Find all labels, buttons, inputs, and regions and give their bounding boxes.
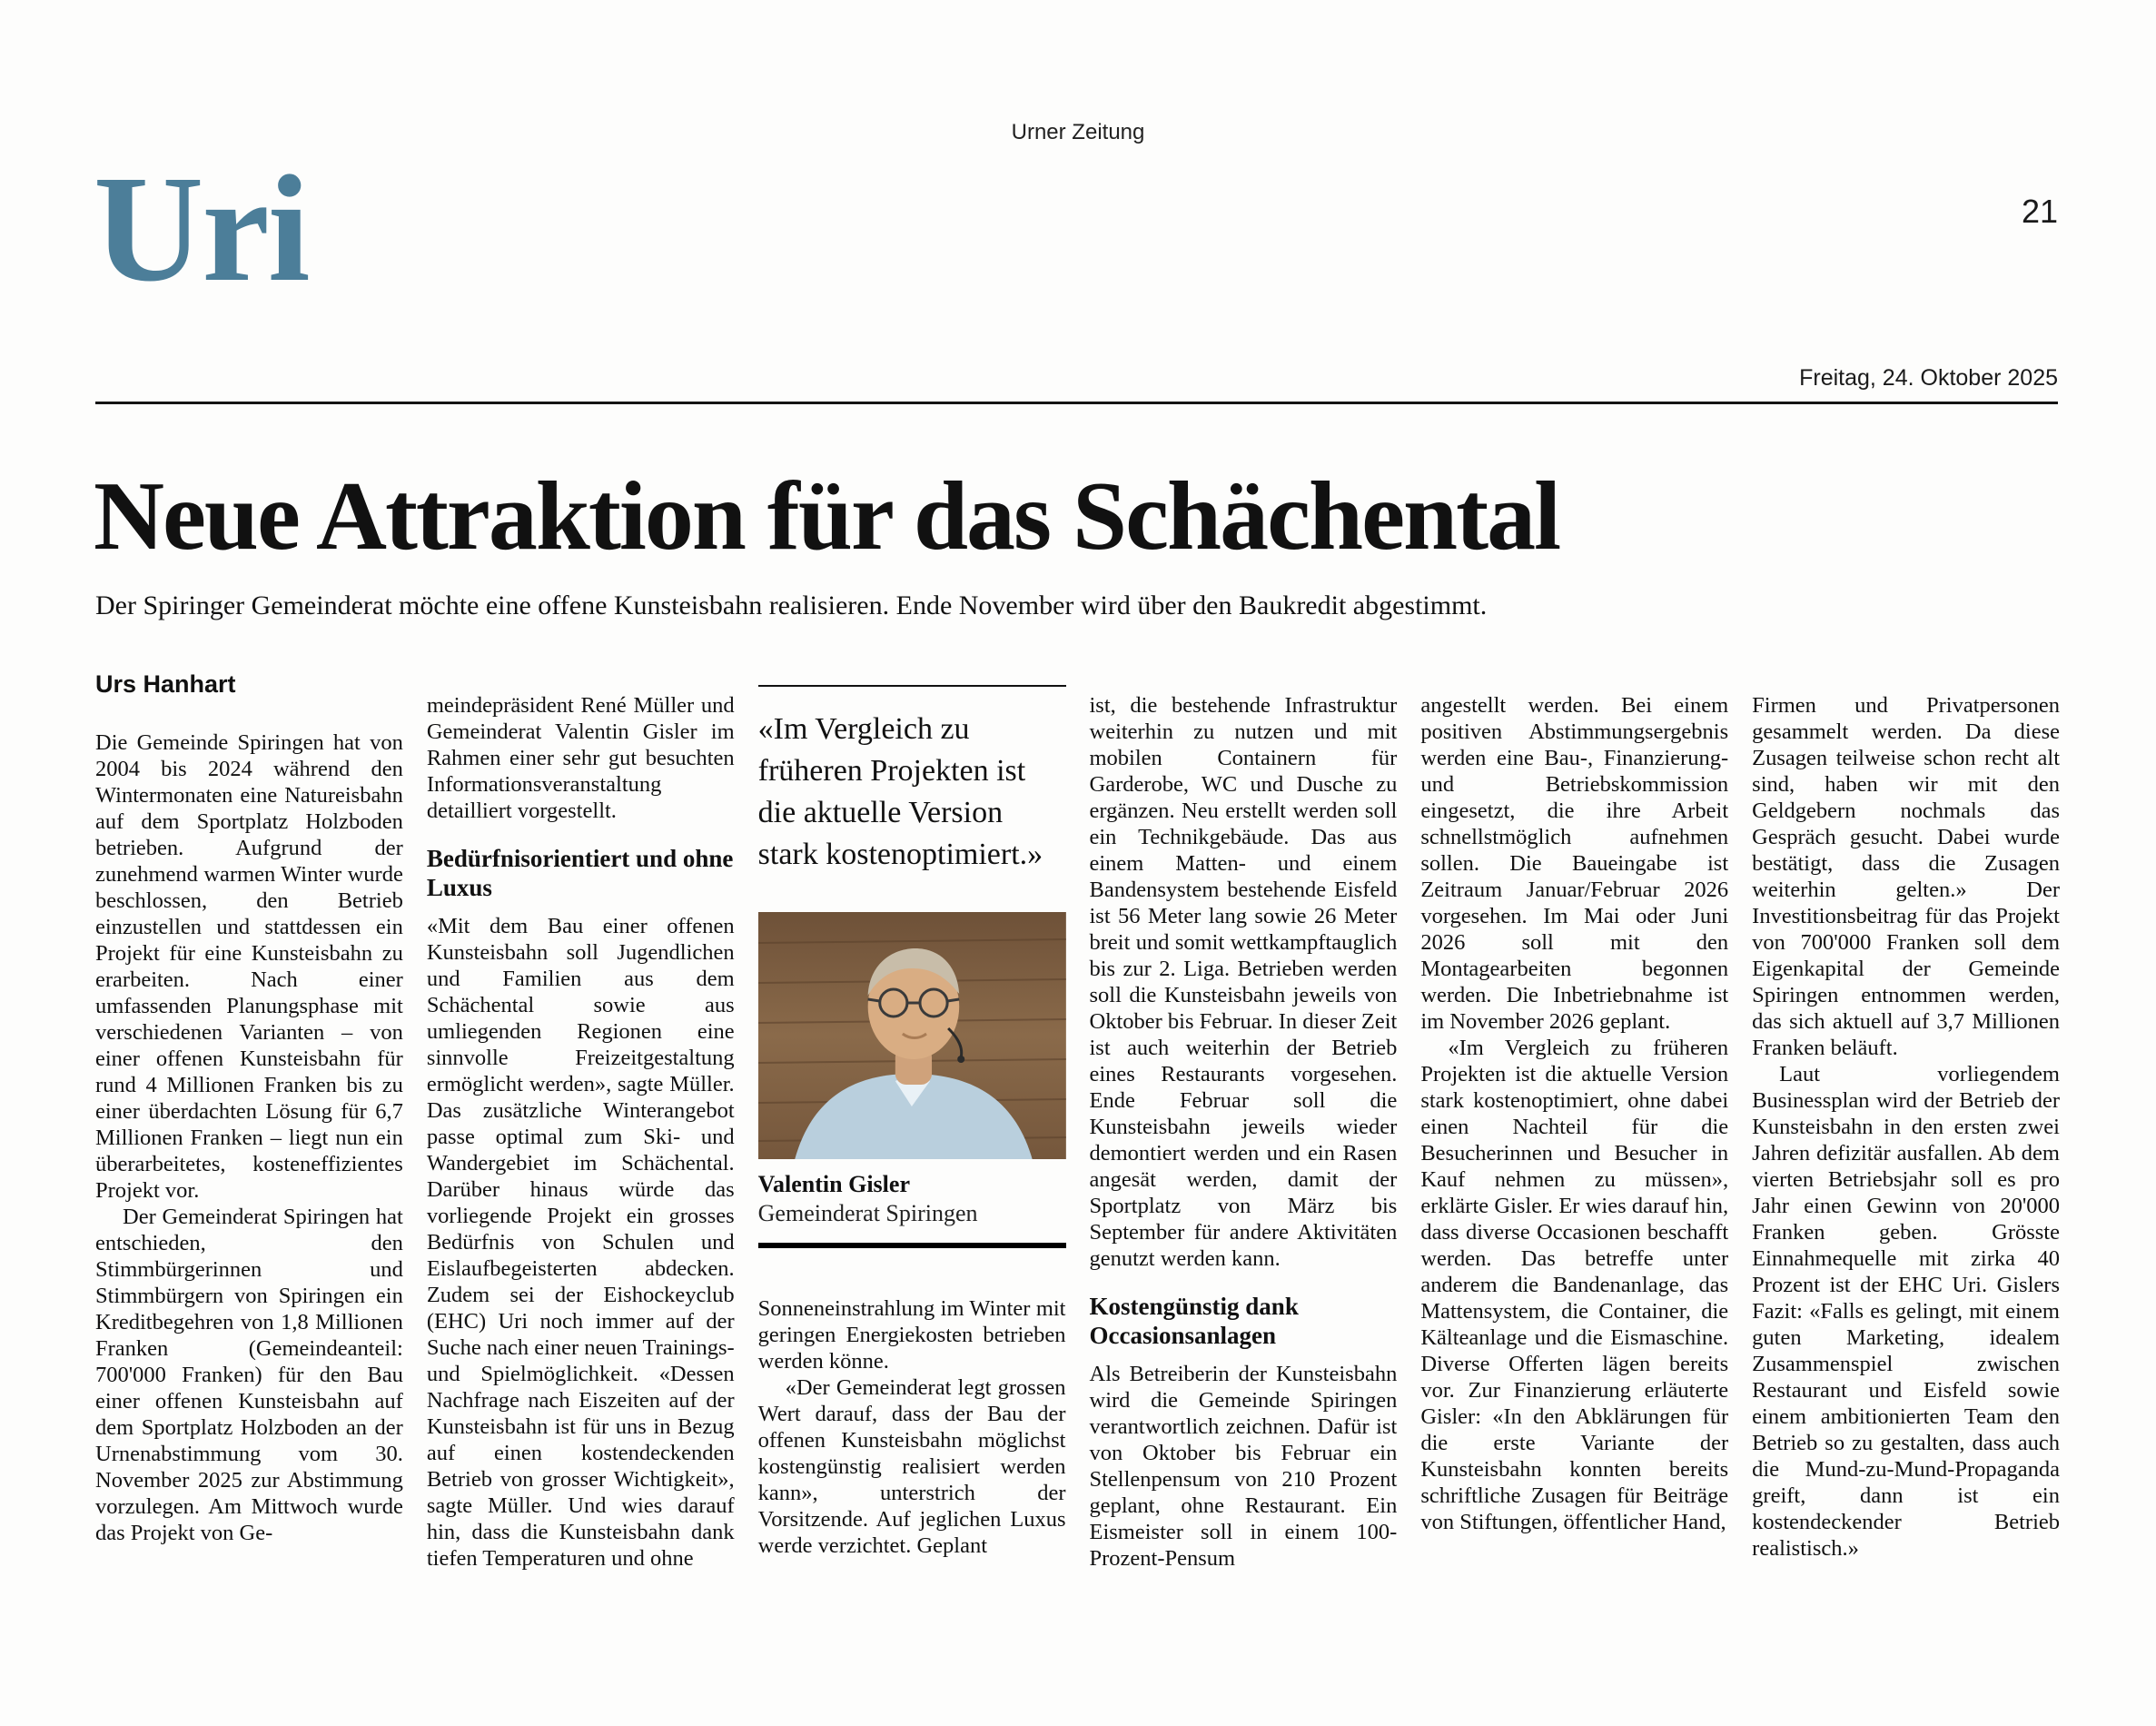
- paragraph: Firmen und Privatpersonen gesammelt werden. Da diese Zusagen teilweise schon recht alt sind, haben wir mit den Geldgebern nochmals das Gespräch gesucht. Dabei wurde bestätigt, dass die Zusagen weiterhin gelten.» Der Investitionsbeitrag für das Projekt von 700'000 Franken soll dem Eigenkapital der Gemeinde Spiringen entnommen werden, das sich aktuell auf 3,7 Millionen Franken beläuft.: [1752, 693, 2060, 1060]
- paragraph: Laut vorliegendem Businessplan wird der Betrieb der Kunsteisbahn in den ersten zwei Jahren defizitär ausfallen. Ab dem vierten Betriebsjahr soll es pro Jahr einen Gewinn von 20'000 Franken geben. Grösste Einnahmequelle mit zirka 40 Prozent ist der EHC Uri. Gislers Fazit: «Falls es gelingt, mit einem guten Marketing, idealem Zusammenspiel zwischen Restaurant und Eisfeld sowie einem ambitionierten Team den Betrieb so zu gestalten, dass auch die Mund-zu-Mund-Propaganda greift, dann ist ein kostendeckender Betrieb realistisch.»: [1752, 1062, 2060, 1561]
- paragraph: meindepräsident René Müller und Gemeinderat Valentin Gisler im Rahmen einer sehr gut besuchten Informationsveranstaltung detailliert vorgestellt.: [426, 693, 735, 823]
- author-byline: Urs Hanhart: [95, 670, 236, 698]
- column-5: [1420, 669, 1728, 1535]
- paragraph: Als Betreiberin der Kunsteisbahn wird die Gemeinde Spiringen verantwortlich zeichnen. Dafür ist von Oktober bis Februar ein Stellenpensum von 210 Prozent geplant, ohne Restaurant. Ein Eismeister soll in einem 100-Prozent-Pensum: [1089, 1362, 1398, 1571]
- issue-date: Freitag, 24. Oktober 2025: [1799, 365, 2058, 391]
- column-4: [1090, 669, 1398, 1572]
- crosshead-kostenguenstig: Kostengünstig dank Occasionsanlagen: [1089, 1293, 1299, 1349]
- newspaper-name: Urner Zeitung: [1011, 120, 1145, 144]
- paragraph: ist, die bestehende Infrastruktur weiterhin zu nutzen und mit mobilen Containern für Garderobe, WC und Dusche zu ergänzen. Neu erstellt werden soll ein Technikgebäude. Das aus einem Matten- und einem Bandensystem bestehende Eisfeld ist 56 Meter lang sowie 26 Meter breit und somit wettkampftauglich bis zur 2. Liga. Betrieben werden soll die Kunsteisbahn jeweils von Oktober bis Februar. In dieser Zeit ist auch weiterhin der Betrieb eines Restaurants vorgesehen. Ende Februar soll die Kunsteisbahn jeweils wieder demontiert werden und ein Rasen angesät werden, damit der Sportplatz von März bis September für andere Aktivitäten genutzt werden kann.: [1089, 693, 1398, 1271]
- crosshead-beduerfnisorientiert: Bedürfnisorientiert und ohne Luxus: [426, 845, 734, 901]
- paragraph: «Im Vergleich zu früheren Projekten ist die aktuelle Version stark kostenoptimiert, ohne dabei einen Nachteil für die Besucherinnen und Besucher in Kauf nehmen zu müssen», erklärte Gisler. Er wies darauf hin, dass diverse Occasionen beschafft werden. Das betreffe unter anderem die Bandenanlage, das Mattensystem, die Container, die Kälteanlage und die Eismaschine. Diverse Offerten lägen bereits vor. Zur Finanzierung erläuterte Gisler: «In den Abklärungen für die erste Variante der Kunsteisbahn konnten bereits schriftliche Zusagen für Beiträge von Stiftungen, öffentlicher Hand,: [1420, 1036, 1729, 1534]
- column-1: [95, 669, 403, 1546]
- header-divider: [95, 402, 2058, 404]
- column-6: [1752, 669, 2060, 1562]
- article-body: [95, 669, 2060, 1572]
- page-number: 21: [2021, 193, 2058, 230]
- photo-caption-role: Gemeinderat Spiringen: [757, 1200, 978, 1226]
- column-3: [758, 669, 1066, 1559]
- pull-quote: «Im Vergleich zu früheren Projekten ist die aktuelle Version stark kostenoptimiert.»: [758, 685, 1066, 876]
- photo-caption-name: Valentin Gisler: [757, 1171, 910, 1197]
- valentin-gisler-photo: [758, 912, 1066, 1159]
- paragraph: Sonneneinstrahlung im Winter mit geringen Energiekosten betrieben werden könne.: [757, 1296, 1066, 1374]
- column-2: [427, 669, 735, 1572]
- article-headline: Neue Attraktion für das Schächental: [94, 462, 1560, 570]
- paragraph: Der Gemeinderat Spiringen hat entschieden, den Stimmbürgerinnen und Stimmbürgern von Spiringen ein Kreditbegehren von 1,8 Millionen Franken (Gemeindeanteil: 700'000 Franken) für den Bau einer offenen Kunsteisbahn auf dem Sportplatz Holzboden an der Urnenabstimmung vom 30. November 2025 zur Abstimmung vorzulegen. Am Mittwoch wurde das Projekt von Ge-: [95, 1205, 403, 1545]
- paragraph: «Mit dem Bau einer offenen Kunsteisbahn soll Jugendlichen und Familien aus dem Schächental sowie aus umliegenden Regionen eine sinnvolle Freizeitgestaltung ermöglicht werden», sagte Müller. Das zusätzliche Winterangebot passe optimal zum Ski- und Wandergebiet im Schächental. Darüber hinaus würde das vorliegende Projekt ein grosses Bedürfnis von Schulen und Eislaufbegeisterten abdecken. Zudem sei der Eishockeyclub (EHC) Uri noch immer auf der Suche nach einer neuen Trainings- und Spielmöglichkeit. «Dessen Nachfrage nach Eiszeiten auf der Kunsteisbahn ist für uns in Bezug auf einen kostendeckenden Betrieb von grosser Wichtigkeit», sagte Müller. Und wies darauf hin, dass die Kunsteisbahn dank tiefen Temperaturen und ohne: [426, 914, 735, 1571]
- paragraph: «Der Gemeinderat legt grossen Wert darauf, dass der Bau der offenen Kunsteisbahn möglichst kostengünstig realisiert werden kann», unterstrich der Vorsitzende. Auf jeglichen Luxus werde verzichtet. Geplant: [757, 1375, 1066, 1558]
- paragraph: Die Gemeinde Spiringen hat von 2004 bis 2024 während den Wintermonaten eine Natureisbahn auf dem Sportplatz Holzboden betrieben. Aufgrund der zunehmend warmen Winter wurde beschlossen, den Betrieb einzustellen und stattdessen ein Projekt für eine Kunsteisbahn zu erarbeiten. Nach einer umfassenden Planungsphase mit verschiedenen Varianten – von einer offenen Kunsteisbahn für rund 4 Millionen Franken bis zu einer überdachten Lösung für 6,7 Millionen Franken – liegt nun ein überarbeitetes, kosteneffizientes Projekt vor.: [95, 730, 403, 1203]
- caption-divider: [758, 1243, 1066, 1248]
- paragraph: angestellt werden. Bei einem positiven Abstimmungsergebnis werden eine Bau-, Finanzierung- und Betriebskommission eingesetzt, die ihre Arbeit schnellstmöglich aufnehmen sollen. Die Baueingabe ist Zeitraum Januar/Februar 2026 vorgesehen. Im Mai oder Juni 2026 soll mit den Montagearbeiten begonnen werden. Die Inbetriebnahme ist im November 2026 geplant.: [1420, 693, 1729, 1034]
- section-masthead: Uri: [94, 144, 309, 313]
- article-subheadline: Der Spiringer Gemeinderat möchte eine offene Kunsteisbahn realisieren. Ende November wird über den Baukredit abgestimmt.: [95, 590, 1488, 620]
